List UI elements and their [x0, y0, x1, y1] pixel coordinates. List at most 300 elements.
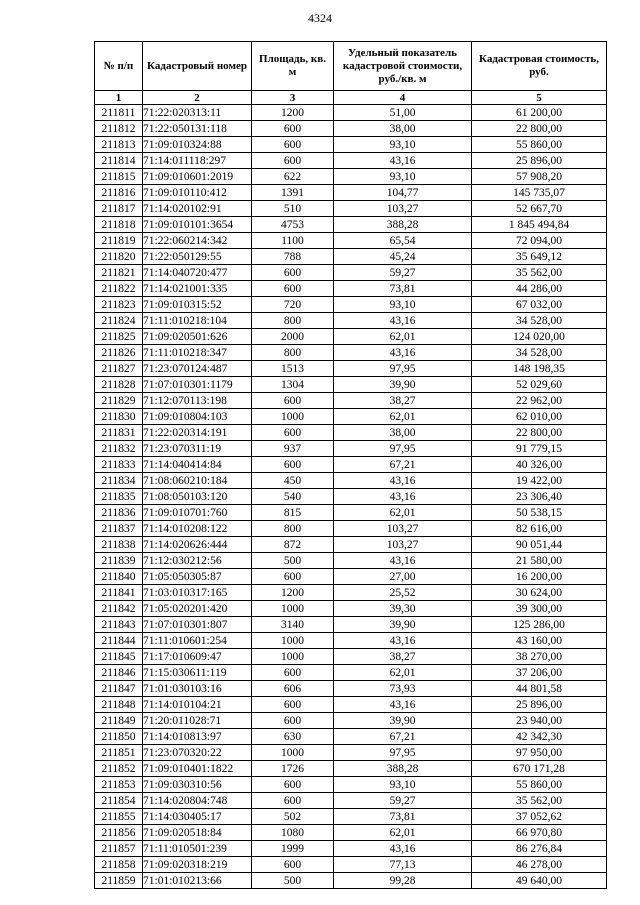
cell-row-number: 211843 — [95, 617, 143, 633]
cell-row-number: 211827 — [95, 361, 143, 377]
cell-unit-rate: 93,10 — [334, 777, 472, 793]
cell-cadastral-number: 71:11:010218:347 — [143, 345, 252, 361]
cell-cadastral-value: 23 940,00 — [472, 713, 607, 729]
cell-cadastral-value: 35 649,12 — [472, 249, 607, 265]
cell-unit-rate: 93,10 — [334, 169, 472, 185]
cell-row-number: 211814 — [95, 153, 143, 169]
cell-area: 606 — [252, 681, 334, 697]
cell-cadastral-value: 30 624,00 — [472, 585, 607, 601]
table-row — [95, 713, 607, 729]
cell-cadastral-value: 25 896,00 — [472, 153, 607, 169]
table-row — [95, 521, 607, 537]
cell-area: 600 — [252, 265, 334, 281]
cell-cadastral-number: 71:14:030405:17 — [143, 809, 252, 825]
cell-cadastral-value: 16 200,00 — [472, 569, 607, 585]
cell-row-number: 211859 — [95, 873, 143, 889]
cell-area: 1000 — [252, 745, 334, 761]
table-row — [95, 665, 607, 681]
cell-area: 510 — [252, 201, 334, 217]
cell-cadastral-value: 125 286,00 — [472, 617, 607, 633]
cell-cadastral-value: 97 950,00 — [472, 745, 607, 761]
cell-cadastral-value: 90 051,44 — [472, 537, 607, 553]
cell-row-number: 211824 — [95, 313, 143, 329]
cell-area: 1999 — [252, 841, 334, 857]
cell-cadastral-value: 19 422,00 — [472, 473, 607, 489]
cell-area: 600 — [252, 793, 334, 809]
cell-area: 788 — [252, 249, 334, 265]
cell-cadastral-number: 71:01:030103:16 — [143, 681, 252, 697]
cell-area: 1200 — [252, 585, 334, 601]
cell-area: 600 — [252, 281, 334, 297]
table-row — [95, 761, 607, 777]
cell-row-number: 211839 — [95, 553, 143, 569]
cell-area: 800 — [252, 345, 334, 361]
table-row — [95, 169, 607, 185]
cell-row-number: 211857 — [95, 841, 143, 857]
cell-cadastral-number: 71:09:010101:3654 — [143, 217, 252, 233]
column-number: 2 — [143, 91, 252, 105]
cell-cadastral-value: 145 735,07 — [472, 185, 607, 201]
table-row — [95, 857, 607, 873]
cell-unit-rate: 67,21 — [334, 729, 472, 745]
cell-cadastral-number: 71:09:020318:219 — [143, 857, 252, 873]
table-body — [95, 105, 607, 889]
cell-cadastral-value: 52 667,70 — [472, 201, 607, 217]
table-row — [95, 649, 607, 665]
table-row — [95, 729, 607, 745]
cell-row-number: 211845 — [95, 649, 143, 665]
cell-unit-rate: 39,30 — [334, 601, 472, 617]
cell-cadastral-value: 42 342,30 — [472, 729, 607, 745]
cell-unit-rate: 38,00 — [334, 121, 472, 137]
cell-cadastral-number: 71:17:010609:47 — [143, 649, 252, 665]
cell-row-number: 211842 — [95, 601, 143, 617]
cell-area: 600 — [252, 665, 334, 681]
cell-area: 600 — [252, 857, 334, 873]
cell-cadastral-value: 46 278,00 — [472, 857, 607, 873]
table-row — [95, 825, 607, 841]
cell-cadastral-number: 71:15:030611:119 — [143, 665, 252, 681]
cell-row-number: 211817 — [95, 201, 143, 217]
table-row — [95, 297, 607, 313]
cell-row-number: 211813 — [95, 137, 143, 153]
cell-unit-rate: 103,27 — [334, 521, 472, 537]
cell-area: 540 — [252, 489, 334, 505]
cell-cadastral-number: 71:11:010218:104 — [143, 313, 252, 329]
cell-area: 600 — [252, 697, 334, 713]
cell-unit-rate: 65,54 — [334, 233, 472, 249]
table-row — [95, 265, 607, 281]
cell-row-number: 211853 — [95, 777, 143, 793]
cell-cadastral-number: 71:14:011118:297 — [143, 153, 252, 169]
cell-cadastral-number: 71:07:010301:1179 — [143, 377, 252, 393]
cadastral-value-table — [94, 41, 607, 889]
cell-unit-rate: 39,90 — [334, 617, 472, 633]
cell-unit-rate: 103,27 — [334, 201, 472, 217]
cell-unit-rate: 38,00 — [334, 425, 472, 441]
cell-cadastral-value: 37 052,62 — [472, 809, 607, 825]
cell-cadastral-value: 55 860,00 — [472, 777, 607, 793]
cell-cadastral-number: 71:09:010401:1822 — [143, 761, 252, 777]
cell-cadastral-value: 34 528,00 — [472, 345, 607, 361]
cell-row-number: 211822 — [95, 281, 143, 297]
cell-cadastral-value: 39 300,00 — [472, 601, 607, 617]
cell-cadastral-value: 34 528,00 — [472, 313, 607, 329]
cell-row-number: 211840 — [95, 569, 143, 585]
cell-cadastral-number: 71:12:030212:56 — [143, 553, 252, 569]
cell-cadastral-value: 57 908,20 — [472, 169, 607, 185]
cell-unit-rate: 62,01 — [334, 329, 472, 345]
cell-cadastral-value: 55 860,00 — [472, 137, 607, 153]
cell-cadastral-value: 22 800,00 — [472, 425, 607, 441]
cell-row-number: 211837 — [95, 521, 143, 537]
cell-area: 502 — [252, 809, 334, 825]
cell-cadastral-number: 71:05:050305:87 — [143, 569, 252, 585]
cell-row-number: 211855 — [95, 809, 143, 825]
table-row — [95, 281, 607, 297]
cell-row-number: 211823 — [95, 297, 143, 313]
table-row — [95, 457, 607, 473]
cell-unit-rate: 39,90 — [334, 377, 472, 393]
cell-area: 630 — [252, 729, 334, 745]
cell-unit-rate: 97,95 — [334, 441, 472, 457]
cell-row-number: 211852 — [95, 761, 143, 777]
cell-unit-rate: 39,90 — [334, 713, 472, 729]
cell-cadastral-value: 82 616,00 — [472, 521, 607, 537]
cell-area: 500 — [252, 553, 334, 569]
cell-area: 1100 — [252, 233, 334, 249]
cell-cadastral-number: 71:14:040720:477 — [143, 265, 252, 281]
cell-row-number: 211818 — [95, 217, 143, 233]
cell-unit-rate: 38,27 — [334, 393, 472, 409]
cell-row-number: 211844 — [95, 633, 143, 649]
cell-row-number: 211832 — [95, 441, 143, 457]
cell-cadastral-value: 52 029,60 — [472, 377, 607, 393]
cell-area: 1080 — [252, 825, 334, 841]
table-row — [95, 553, 607, 569]
table-row — [95, 185, 607, 201]
cell-row-number: 211819 — [95, 233, 143, 249]
table-row — [95, 329, 607, 345]
cell-row-number: 211811 — [95, 105, 143, 121]
cell-row-number: 211825 — [95, 329, 143, 345]
cell-unit-rate: 67,21 — [334, 457, 472, 473]
cell-area: 600 — [252, 393, 334, 409]
cell-cadastral-value: 22 800,00 — [472, 121, 607, 137]
cell-area: 720 — [252, 297, 334, 313]
table-row — [95, 777, 607, 793]
header-unit-rate: Удельный показатель кадастровой стоимости, руб./кв. м — [334, 42, 472, 91]
cell-cadastral-number: 71:14:020626:444 — [143, 537, 252, 553]
cell-cadastral-value: 25 896,00 — [472, 697, 607, 713]
cell-cadastral-value: 40 326,00 — [472, 457, 607, 473]
cell-area: 872 — [252, 537, 334, 553]
table-row — [95, 249, 607, 265]
cell-row-number: 211834 — [95, 473, 143, 489]
cell-row-number: 211858 — [95, 857, 143, 873]
cell-cadastral-value: 21 580,00 — [472, 553, 607, 569]
cell-cadastral-number: 71:08:050103:120 — [143, 489, 252, 505]
cell-cadastral-value: 124 020,00 — [472, 329, 607, 345]
cell-cadastral-number: 71:09:010110:412 — [143, 185, 252, 201]
cell-row-number: 211848 — [95, 697, 143, 713]
cell-area: 1304 — [252, 377, 334, 393]
cell-unit-rate: 59,27 — [334, 793, 472, 809]
cell-unit-rate: 43,16 — [334, 313, 472, 329]
cell-unit-rate: 43,16 — [334, 473, 472, 489]
table-row — [95, 137, 607, 153]
table-row — [95, 617, 607, 633]
cell-area: 600 — [252, 425, 334, 441]
table-row — [95, 393, 607, 409]
table-row — [95, 105, 607, 121]
cell-area: 600 — [252, 713, 334, 729]
cell-cadastral-number: 71:23:070311:19 — [143, 441, 252, 457]
cell-cadastral-number: 71:22:050129:55 — [143, 249, 252, 265]
cell-row-number: 211850 — [95, 729, 143, 745]
cell-cadastral-number: 71:14:040414:84 — [143, 457, 252, 473]
table-row — [95, 361, 607, 377]
cell-row-number: 211831 — [95, 425, 143, 441]
cell-cadastral-number: 71:09:010701:760 — [143, 505, 252, 521]
header-row-number: № п/п — [95, 42, 143, 91]
cell-cadastral-number: 71:09:030310:56 — [143, 777, 252, 793]
table-row — [95, 345, 607, 361]
cell-row-number: 211815 — [95, 169, 143, 185]
cell-area: 2000 — [252, 329, 334, 345]
cell-unit-rate: 62,01 — [334, 409, 472, 425]
cell-unit-rate: 388,28 — [334, 217, 472, 233]
cell-area: 600 — [252, 457, 334, 473]
cell-cadastral-number: 71:09:010601:2019 — [143, 169, 252, 185]
cell-cadastral-number: 71:12:070113:198 — [143, 393, 252, 409]
table-row — [95, 697, 607, 713]
table-row — [95, 681, 607, 697]
cell-unit-rate: 25,52 — [334, 585, 472, 601]
cell-cadastral-value: 44 801,58 — [472, 681, 607, 697]
table-row — [95, 377, 607, 393]
cell-area: 1391 — [252, 185, 334, 201]
cell-cadastral-value: 1 845 494,84 — [472, 217, 607, 233]
cell-area: 600 — [252, 569, 334, 585]
table-row — [95, 473, 607, 489]
table-row — [95, 313, 607, 329]
cell-unit-rate: 43,16 — [334, 345, 472, 361]
header-cadastral-value: Кадастровая стоимость, руб. — [472, 42, 607, 91]
cell-unit-rate: 43,16 — [334, 697, 472, 713]
cell-cadastral-number: 71:14:020102:91 — [143, 201, 252, 217]
cell-cadastral-value: 23 306,40 — [472, 489, 607, 505]
cell-unit-rate: 38,27 — [334, 649, 472, 665]
cell-cadastral-value: 67 032,00 — [472, 297, 607, 313]
cell-cadastral-value: 37 206,00 — [472, 665, 607, 681]
cell-area: 815 — [252, 505, 334, 521]
cell-unit-rate: 43,16 — [334, 553, 472, 569]
cell-row-number: 211833 — [95, 457, 143, 473]
cell-area: 1000 — [252, 649, 334, 665]
header-area: Площадь, кв. м — [252, 42, 334, 91]
cell-row-number: 211828 — [95, 377, 143, 393]
cell-cadastral-number: 71:09:010324:88 — [143, 137, 252, 153]
cell-cadastral-value: 35 562,00 — [472, 265, 607, 281]
cell-area: 800 — [252, 521, 334, 537]
table-row — [95, 633, 607, 649]
table-header-row — [95, 42, 607, 91]
cell-cadastral-number: 71:14:010813:97 — [143, 729, 252, 745]
cell-cadastral-number: 71:09:020518:84 — [143, 825, 252, 841]
table-row — [95, 601, 607, 617]
cell-cadastral-number: 71:05:020201:420 — [143, 601, 252, 617]
cell-row-number: 211847 — [95, 681, 143, 697]
cell-unit-rate: 103,27 — [334, 537, 472, 553]
cell-cadastral-number: 71:23:070320:22 — [143, 745, 252, 761]
cell-cadastral-value: 44 286,00 — [472, 281, 607, 297]
cell-unit-rate: 43,16 — [334, 841, 472, 857]
cell-cadastral-number: 71:14:021001:335 — [143, 281, 252, 297]
table-row — [95, 153, 607, 169]
cell-area: 1726 — [252, 761, 334, 777]
cell-cadastral-value: 72 094,00 — [472, 233, 607, 249]
table-row — [95, 793, 607, 809]
cell-cadastral-value: 50 538,15 — [472, 505, 607, 521]
cell-unit-rate: 62,01 — [334, 505, 472, 521]
cell-area: 3140 — [252, 617, 334, 633]
cell-row-number: 211816 — [95, 185, 143, 201]
cell-row-number: 211820 — [95, 249, 143, 265]
table-row — [95, 217, 607, 233]
cell-cadastral-number: 71:22:020314:191 — [143, 425, 252, 441]
table-row — [95, 425, 607, 441]
cell-cadastral-number: 71:14:010104:21 — [143, 697, 252, 713]
cell-cadastral-number: 71:20:011028:71 — [143, 713, 252, 729]
table-row — [95, 745, 607, 761]
cell-area: 600 — [252, 153, 334, 169]
column-number: 1 — [95, 91, 143, 105]
cell-unit-rate: 97,95 — [334, 745, 472, 761]
cell-cadastral-value: 61 200,00 — [472, 105, 607, 121]
cell-unit-rate: 104,77 — [334, 185, 472, 201]
cell-area: 1513 — [252, 361, 334, 377]
cell-row-number: 211851 — [95, 745, 143, 761]
cell-unit-rate: 77,13 — [334, 857, 472, 873]
table-row — [95, 201, 607, 217]
cell-area: 800 — [252, 313, 334, 329]
cell-cadastral-value: 62 010,00 — [472, 409, 607, 425]
cell-cadastral-value: 670 171,28 — [472, 761, 607, 777]
cell-cadastral-number: 71:22:060214:342 — [143, 233, 252, 249]
cell-cadastral-number: 71:03:010317:165 — [143, 585, 252, 601]
cell-unit-rate: 62,01 — [334, 665, 472, 681]
cell-unit-rate: 388,28 — [334, 761, 472, 777]
cell-unit-rate: 93,10 — [334, 297, 472, 313]
cell-unit-rate: 51,00 — [334, 105, 472, 121]
cell-cadastral-value: 66 970,80 — [472, 825, 607, 841]
cell-area: 622 — [252, 169, 334, 185]
table-row — [95, 537, 607, 553]
cell-cadastral-number: 71:11:010601:254 — [143, 633, 252, 649]
cell-unit-rate: 43,16 — [334, 633, 472, 649]
cell-row-number: 211841 — [95, 585, 143, 601]
cell-row-number: 211830 — [95, 409, 143, 425]
table-row — [95, 569, 607, 585]
cell-area: 1000 — [252, 409, 334, 425]
cell-unit-rate: 45,24 — [334, 249, 472, 265]
cell-cadastral-number: 71:11:010501:239 — [143, 841, 252, 857]
cell-cadastral-number: 71:22:020313:11 — [143, 105, 252, 121]
cell-unit-rate: 73,93 — [334, 681, 472, 697]
cell-area: 500 — [252, 873, 334, 889]
cell-row-number: 211812 — [95, 121, 143, 137]
cell-cadastral-number: 71:14:010208:122 — [143, 521, 252, 537]
cell-cadastral-number: 71:09:010804:103 — [143, 409, 252, 425]
cell-row-number: 211826 — [95, 345, 143, 361]
cell-row-number: 211829 — [95, 393, 143, 409]
column-number: 5 — [472, 91, 607, 105]
table-row — [95, 809, 607, 825]
page-number: 4324 — [308, 11, 332, 25]
cell-area: 1000 — [252, 633, 334, 649]
cell-unit-rate: 99,28 — [334, 873, 472, 889]
table-row — [95, 841, 607, 857]
table-row — [95, 585, 607, 601]
cell-row-number: 211849 — [95, 713, 143, 729]
cell-unit-rate: 43,16 — [334, 489, 472, 505]
cell-cadastral-number: 71:07:010301:807 — [143, 617, 252, 633]
cell-unit-rate: 73,81 — [334, 281, 472, 297]
cell-row-number: 211846 — [95, 665, 143, 681]
cell-area: 937 — [252, 441, 334, 457]
cell-row-number: 211854 — [95, 793, 143, 809]
cell-unit-rate: 27,00 — [334, 569, 472, 585]
cell-cadastral-value: 86 276,84 — [472, 841, 607, 857]
cell-unit-rate: 59,27 — [334, 265, 472, 281]
column-number-row — [95, 91, 607, 105]
cell-area: 600 — [252, 121, 334, 137]
cell-unit-rate: 43,16 — [334, 153, 472, 169]
table-row — [95, 873, 607, 889]
cell-area: 600 — [252, 777, 334, 793]
cell-cadastral-value: 91 779,15 — [472, 441, 607, 457]
column-number: 4 — [334, 91, 472, 105]
cell-cadastral-value: 148 198,35 — [472, 361, 607, 377]
cell-cadastral-value: 43 160,00 — [472, 633, 607, 649]
table-row — [95, 441, 607, 457]
cell-cadastral-number: 71:14:020804:748 — [143, 793, 252, 809]
cell-row-number: 211838 — [95, 537, 143, 553]
table-row — [95, 505, 607, 521]
cell-cadastral-value: 38 270,00 — [472, 649, 607, 665]
cell-cadastral-number: 71:23:070124:487 — [143, 361, 252, 377]
header-cadastral-number: Кадастровый номер — [143, 42, 252, 91]
cell-cadastral-number: 71:09:020501:626 — [143, 329, 252, 345]
cell-row-number: 211836 — [95, 505, 143, 521]
cell-row-number: 211821 — [95, 265, 143, 281]
cell-cadastral-number: 71:22:050131:118 — [143, 121, 252, 137]
cell-cadastral-number: 71:09:010315:52 — [143, 297, 252, 313]
cell-row-number: 211835 — [95, 489, 143, 505]
cell-area: 1000 — [252, 601, 334, 617]
table-row — [95, 409, 607, 425]
cell-row-number: 211856 — [95, 825, 143, 841]
table-row — [95, 233, 607, 249]
cell-unit-rate: 97,95 — [334, 361, 472, 377]
cell-unit-rate: 73,81 — [334, 809, 472, 825]
cell-cadastral-value: 35 562,00 — [472, 793, 607, 809]
cell-area: 600 — [252, 137, 334, 153]
cell-cadastral-number: 71:08:060210:184 — [143, 473, 252, 489]
column-number: 3 — [252, 91, 334, 105]
cell-area: 450 — [252, 473, 334, 489]
